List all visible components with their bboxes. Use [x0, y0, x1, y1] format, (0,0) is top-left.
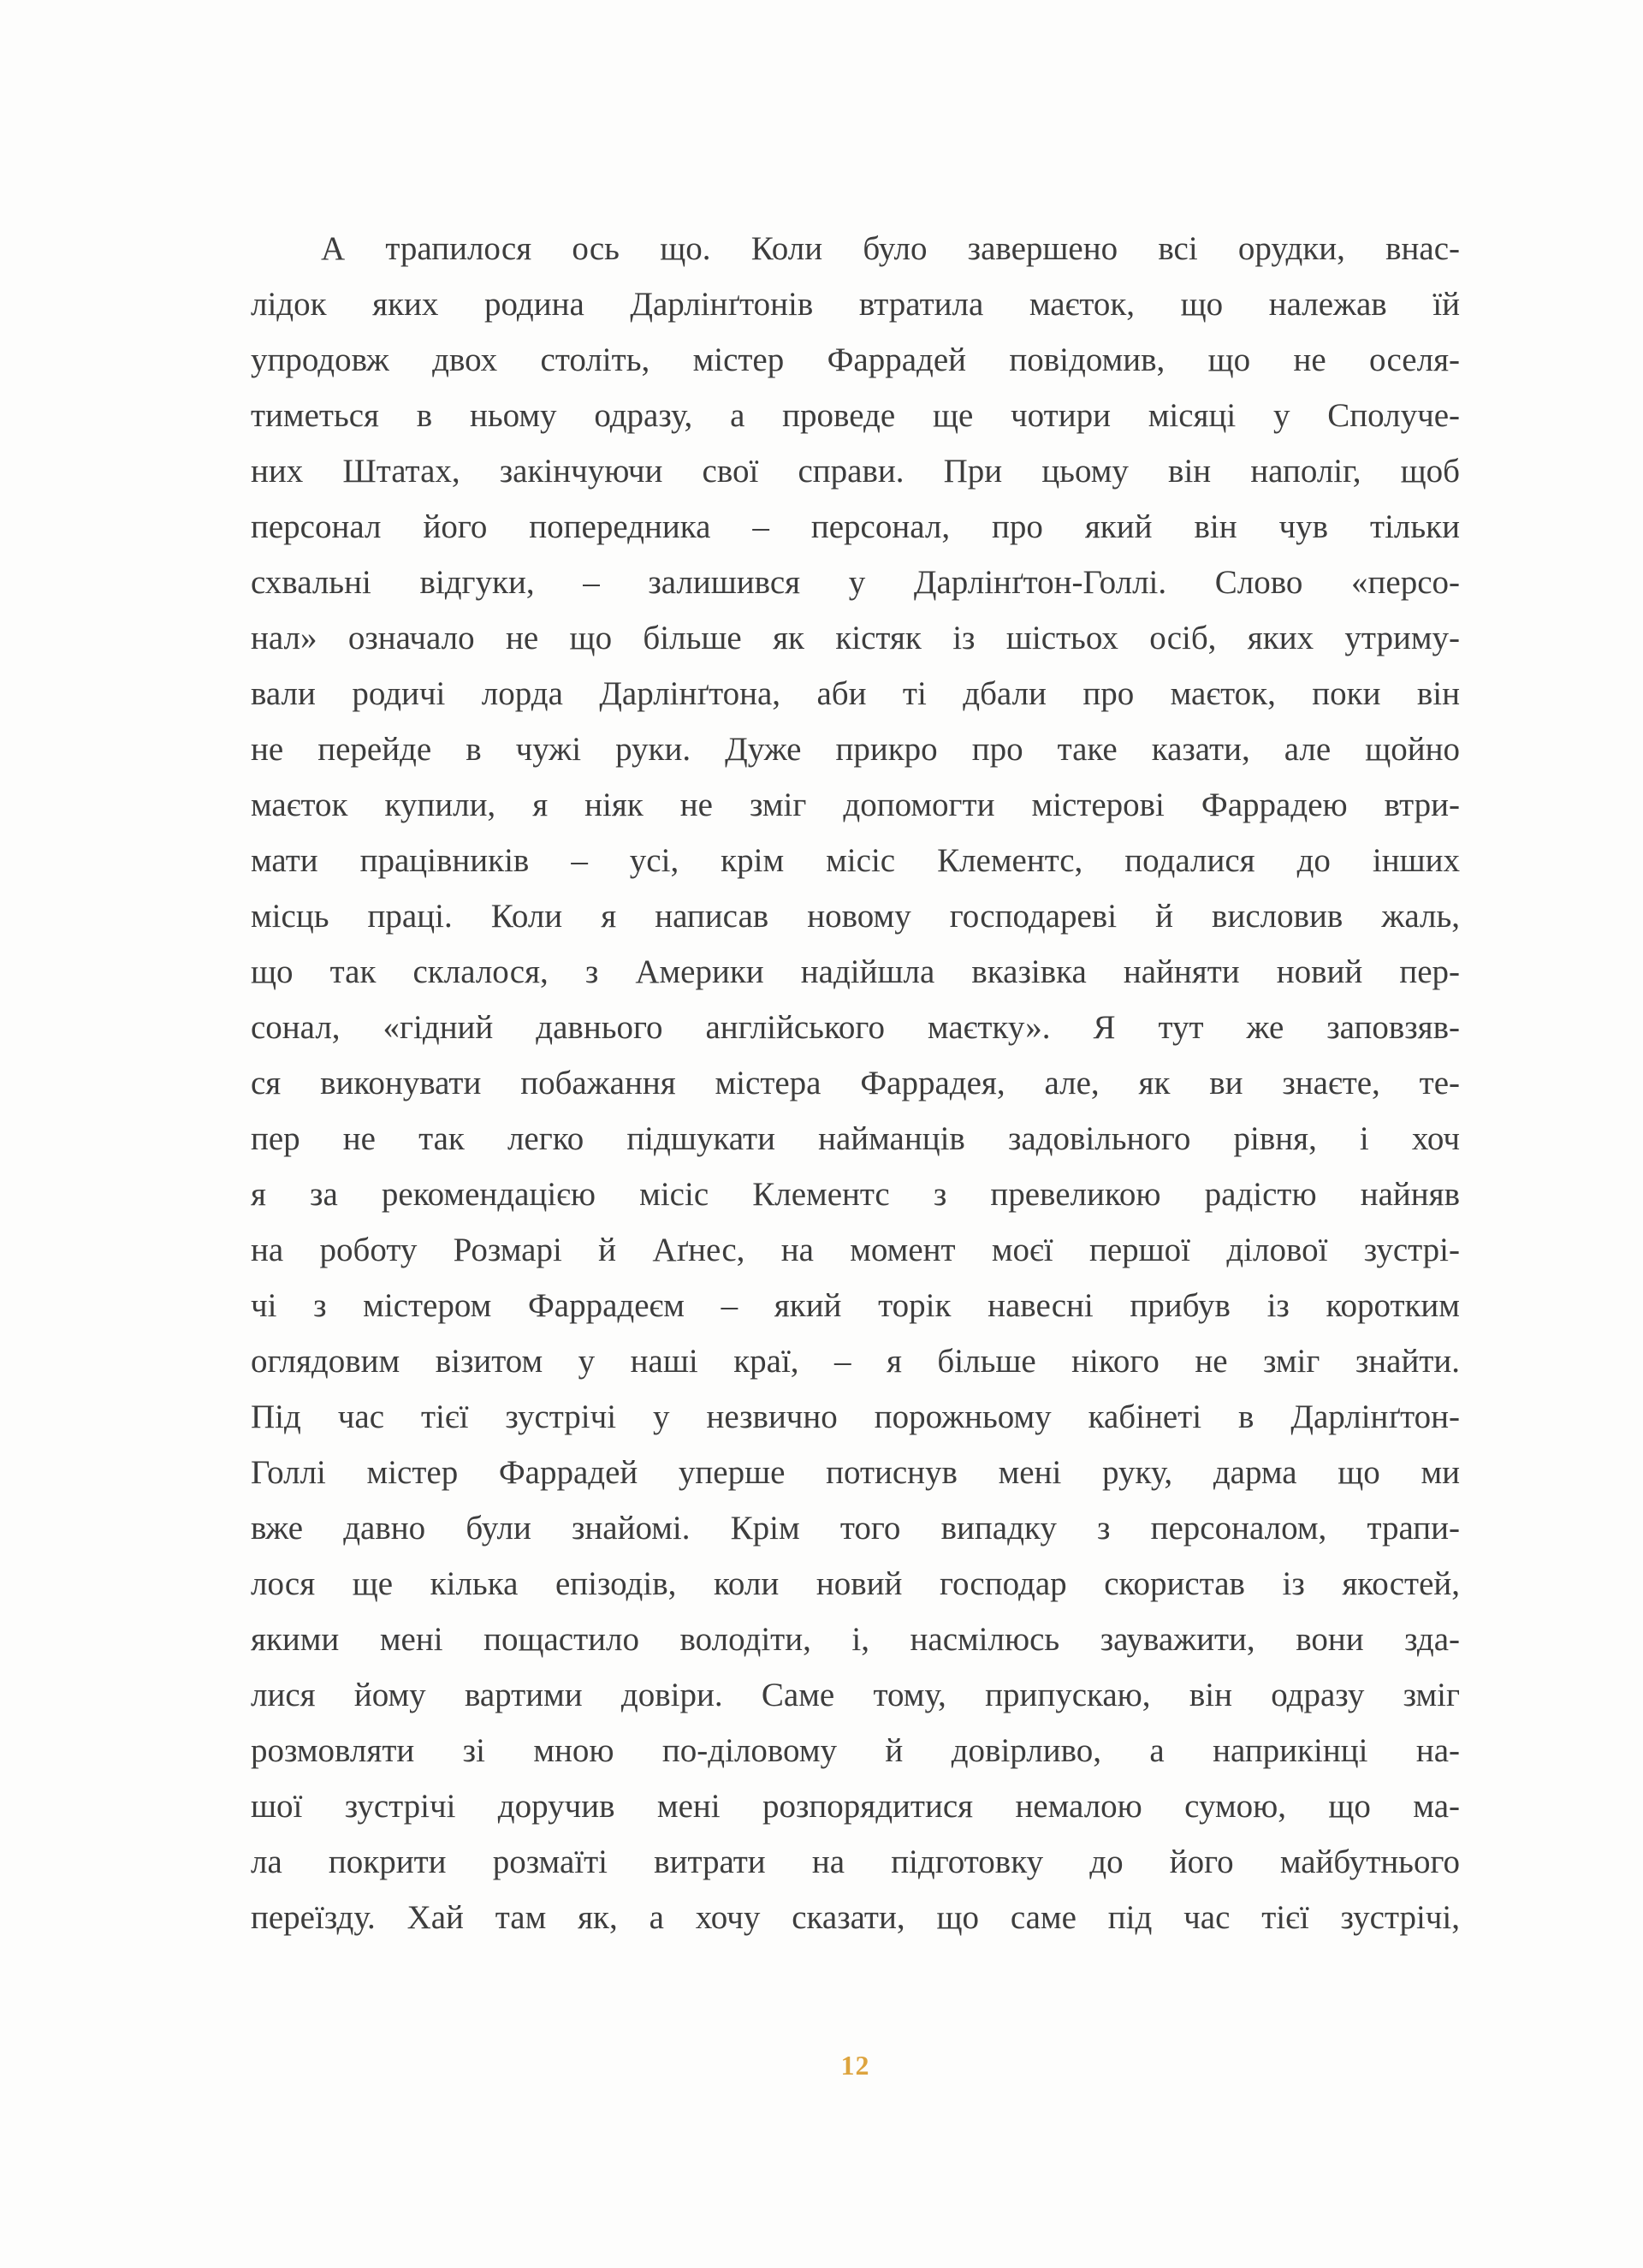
paragraph-line: не перейде в чужі руки. Дуже прикро про таке казати, але щойно [251, 731, 1460, 768]
body-text-block [251, 221, 1460, 1945]
paragraph-line: Під час тієї зустрічі у незвично порожньому кабінеті в Дарлінґтон- [251, 1398, 1460, 1435]
paragraph-line: шої зустрічі доручив мені розпорядитися немалою сумою, що ма- [251, 1788, 1460, 1825]
paragraph-line: мати працівників – усі, крім місіс Клементс, подалися до інших [251, 842, 1460, 879]
paragraph-line: оглядовим візитом у наші краї, – я більше нікого не зміг знайти. [251, 1343, 1460, 1380]
paragraph-line: тиметься в ньому одразу, а проведе ще чотири місяці у Сполуче- [251, 397, 1460, 434]
paragraph-line: упродовж двох століть, містер Фаррадей повідомив, що не оселя- [251, 341, 1460, 378]
paragraph-line: А трапилося ось що. Коли було завершено всі орудки, внас- [321, 230, 1460, 267]
paragraph-line: лося ще кілька епізодів, коли новий господар скористав із якостей, [251, 1565, 1460, 1602]
paragraph-line: переїзду. Хай там як, а хочу сказати, що саме під час тієї зустрічі, [251, 1899, 1460, 1936]
paragraph-line: сонал, «гідний давнього англійського маєтку». Я тут же заповзяв- [251, 1009, 1460, 1046]
paragraph-line: лися йому вартими довіри. Саме тому, припускаю, він одразу зміг [251, 1677, 1460, 1713]
paragraph-line: них Штатах, закінчуючи свої справи. При цьому він наполіг, щоб [251, 453, 1460, 490]
paragraph-line: якими мені пощастило володіти, і, насмілюсь зауважити, вони зда- [251, 1621, 1460, 1658]
paragraph-line: Голлі містер Фаррадей уперше потиснув мені руку, дарма що ми [251, 1454, 1460, 1491]
paragraph-line: персонал його попередника – персонал, про який він чув тільки [251, 508, 1460, 545]
paragraph-line: чі з містером Фаррадеєм – який торік навесні прибув із коротким [251, 1287, 1460, 1324]
paragraph-line: схвальні відгуки, – залишився у Дарлінґтон-Голлі. Слово «персо- [251, 564, 1460, 601]
paragraph-line: вали родичі лорда Дарлінґтона, аби ті дбали про маєток, поки він [251, 675, 1460, 712]
paragraph-line: ла покрити розмаїті витрати на підготовку до його майбутнього [251, 1843, 1460, 1880]
paragraph-line: ся виконувати побажання містера Фаррадея, але, як ви знаєте, те- [251, 1065, 1460, 1101]
paragraph-line: я за рекомендацією місіс Клементс з превеликою радістю найняв [251, 1176, 1460, 1213]
paragraph-line: лідок яких родина Дарлінґтонів втратила маєток, що належав їй [251, 286, 1460, 323]
paragraph-line: нал» означало не що більше як кістяк із шістьох осіб, яких утриму- [251, 620, 1460, 656]
paragraph-line: місць праці. Коли я написав новому господареві й висловив жаль, [251, 898, 1460, 935]
paragraph-line: що так склалося, з Америки надійшла вказівка найняти новий пер- [251, 953, 1460, 990]
paragraph-line: маєток купили, я ніяк не зміг допомогти містерові Фаррадею втри- [251, 787, 1460, 823]
page-number: 12 [840, 2050, 870, 2081]
paragraph-line: розмовляти зі мною по-діловому й довірливо, а наприкінці на- [251, 1732, 1460, 1769]
paragraph-line: на роботу Розмарі й Аґнес, на момент моєї першої ділової зустрі- [251, 1232, 1460, 1268]
paragraph-line: вже давно були знайомі. Крім того випадку з персоналом, трапи- [251, 1510, 1460, 1547]
paragraph-line: пер не так легко підшукати найманців задовільного рівня, і хоч [251, 1120, 1460, 1157]
